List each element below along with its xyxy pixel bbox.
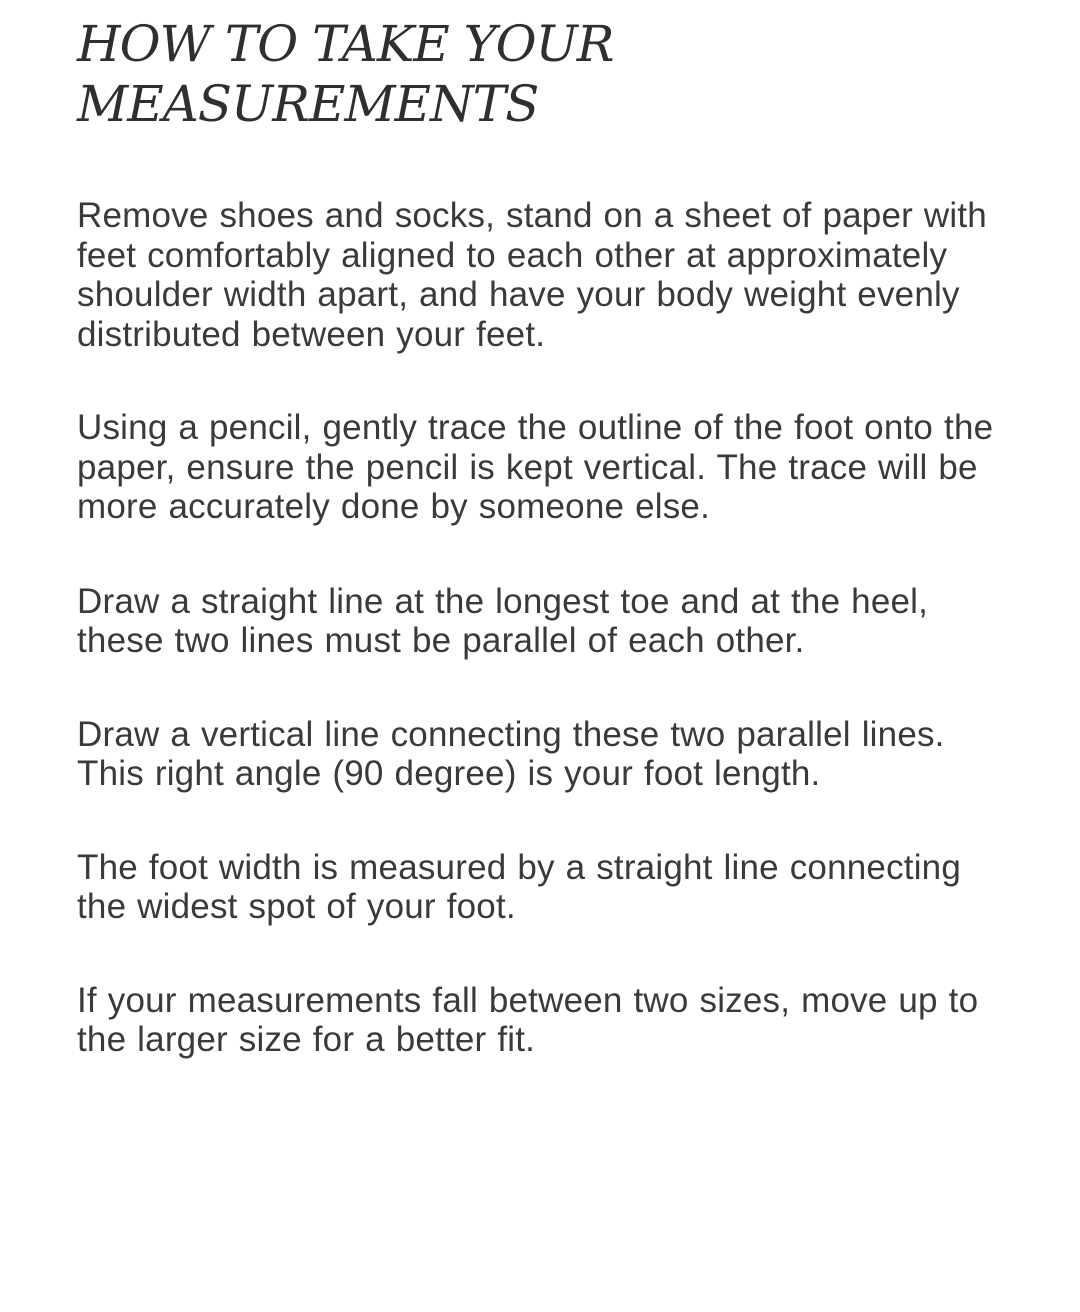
instruction-step-remove-shoes: Remove shoes and socks, stand on a sheet of paper with feet comfortably aligned to each other at approximately shoulder width apart, and have your body weight evenly distributed between your feet. xyxy=(77,196,987,354)
instruction-step-size-advice: If your measurements fall between two sizes, move up to the larger size for a better fit. xyxy=(77,980,979,1059)
page-title: HOW TO TAKE YOUR MEASUREMENTS xyxy=(77,15,614,133)
instruction-step-trace-foot: Using a pencil, gently trace the outline of the foot onto the paper, ensure the pencil is kept vertical. The trace will be more accurately done by someone else. xyxy=(77,408,994,526)
measurement-guide xyxy=(77,14,1007,1060)
instruction-step-draw-parallel-lines: Draw a straight line at the longest toe and at the heel, these two lines must be parallel of each other. xyxy=(77,581,929,660)
instruction-step-foot-width: The foot width is measured by a straight line connecting the widest spot of your foot. xyxy=(77,847,962,926)
instruction-step-foot-length: Draw a vertical line connecting these two parallel lines. This right angle (90 degree) is your foot length. xyxy=(77,714,945,793)
